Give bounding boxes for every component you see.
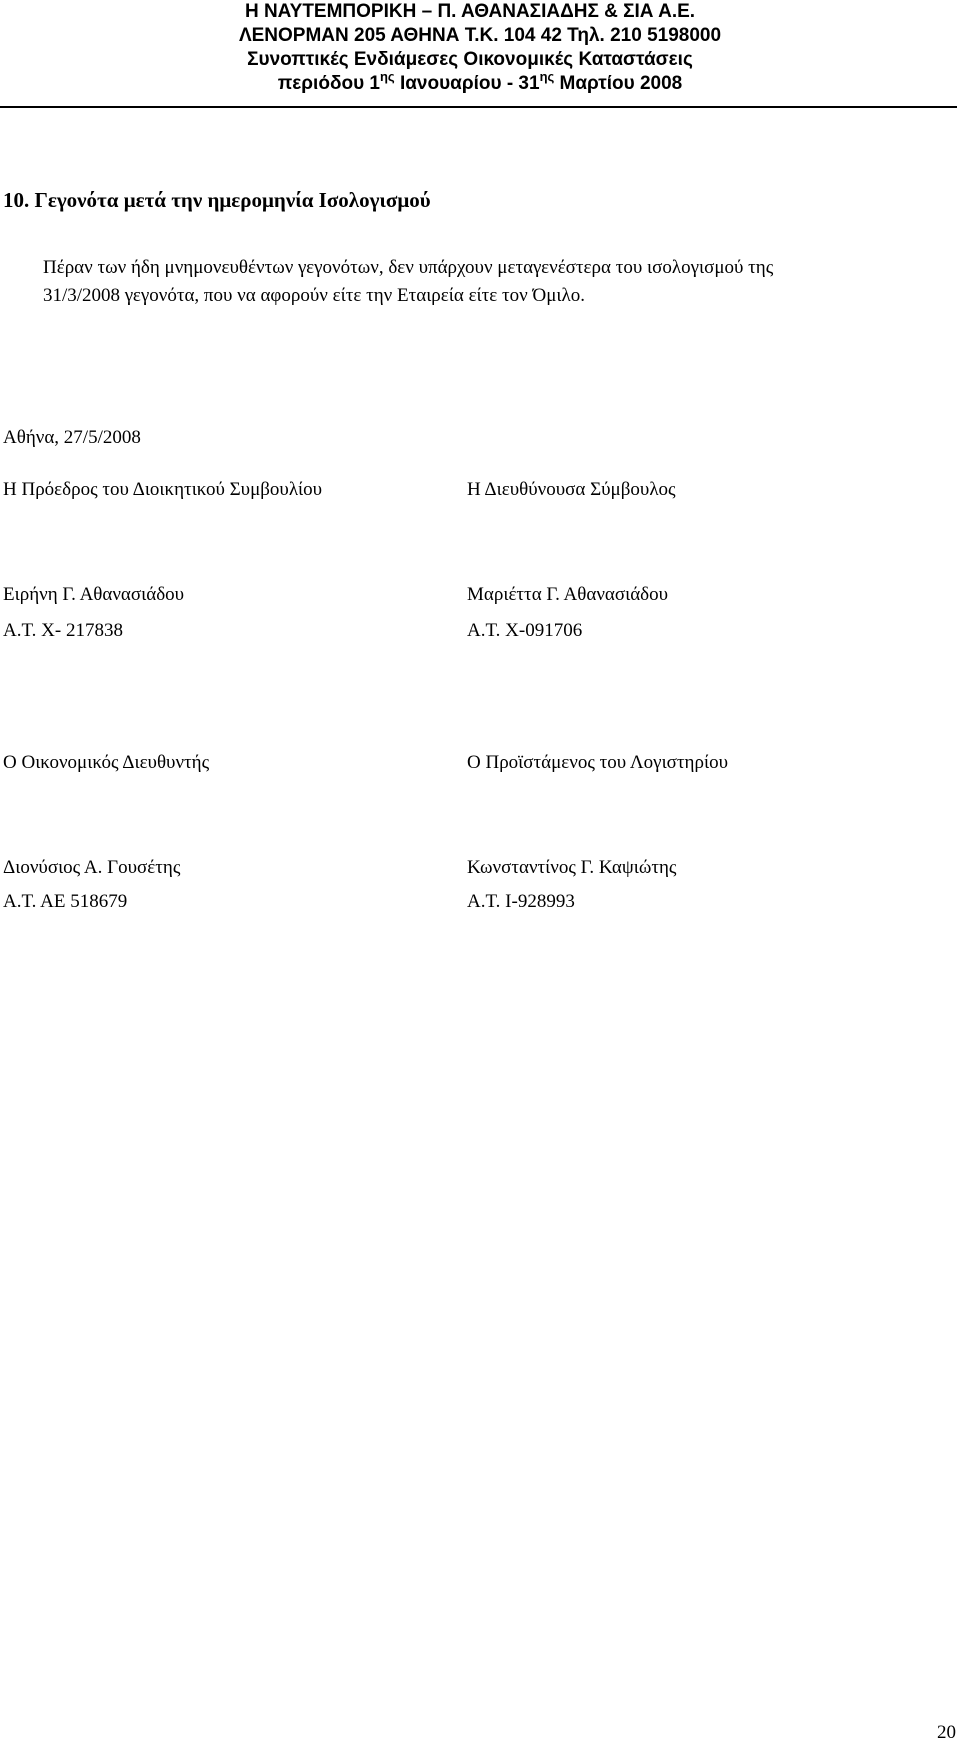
chief-accountant-title: Ο Προϊστάμενος του Λογιστηρίου [467,752,728,773]
page-number: 20 [937,1722,956,1743]
period-superscript-1: ης [379,69,395,84]
paragraph-line-1: Πέραν των ήδη μνημονευθέντων γεγονότων, δεν υπάρχουν μεταγενέστερα του ισολογισμού της [43,257,774,278]
section-title: 10. Γεγονότα μετά την ημερομηνία Ισολογισμού [3,188,431,212]
chairman-title: Η Πρόεδρος του Διοικητικού Συμβουλίου [3,479,323,500]
company-address: ΛΕΝΟΡΜΑΝ 205 ΑΘΗΝΑ Τ.Κ. 104 42 Τηλ. 210 5198000 [238,25,722,46]
place-date: Αθήνα, 27/5/2008 [3,427,141,448]
period-superscript-2: ης [539,69,555,84]
header-divider [0,106,957,108]
ceo-title: Η Διευθύνουσα Σύμβουλος [467,479,676,500]
period-line [0,69,960,97]
section-paragraph [43,254,773,310]
chairman-name: Ειρήνη Γ. Αθανασιάδου [3,584,185,605]
paragraph-line-2: 31/3/2008 γεγονότα, που να αφορούν είτε την Εταιρεία είτε τον Όμιλο. [43,285,585,306]
ceo-id: Α.Τ. Χ-091706 [467,620,583,641]
chief-accountant-id: Α.Τ. Ι-928993 [467,891,575,912]
cfo-title: Ο Οικονομικός Διευθυντής [3,752,210,773]
statements-title: Συνοπτικές Ενδιάμεσες Οικονομικές Καταστάσεις [247,49,693,70]
ceo-name: Μαριέττα Γ. Αθανασιάδου [467,584,669,605]
period-suffix: Μαρτίου 2008 [554,73,683,94]
chairman-id: Α.Τ. Χ- 217838 [3,620,123,641]
page-header [0,0,960,97]
cfo-id: Α.Τ. ΑΕ 518679 [3,891,128,912]
company-name: Η ΝΑΥΤΕΜΠΟΡΙΚΗ – Π. ΑΘΑΝΑΣΙΑΔΗΣ & ΣΙΑ Α.Ε. [244,1,696,22]
period-prefix: περιόδου 1 [277,73,380,94]
chief-accountant-name: Κωνσταντίνος Γ. Καψιώτης [467,857,677,878]
period-middle: Ιανουαρίου - 31 [394,73,540,94]
cfo-name: Διονύσιος Α. Γουσέτης [3,857,181,878]
